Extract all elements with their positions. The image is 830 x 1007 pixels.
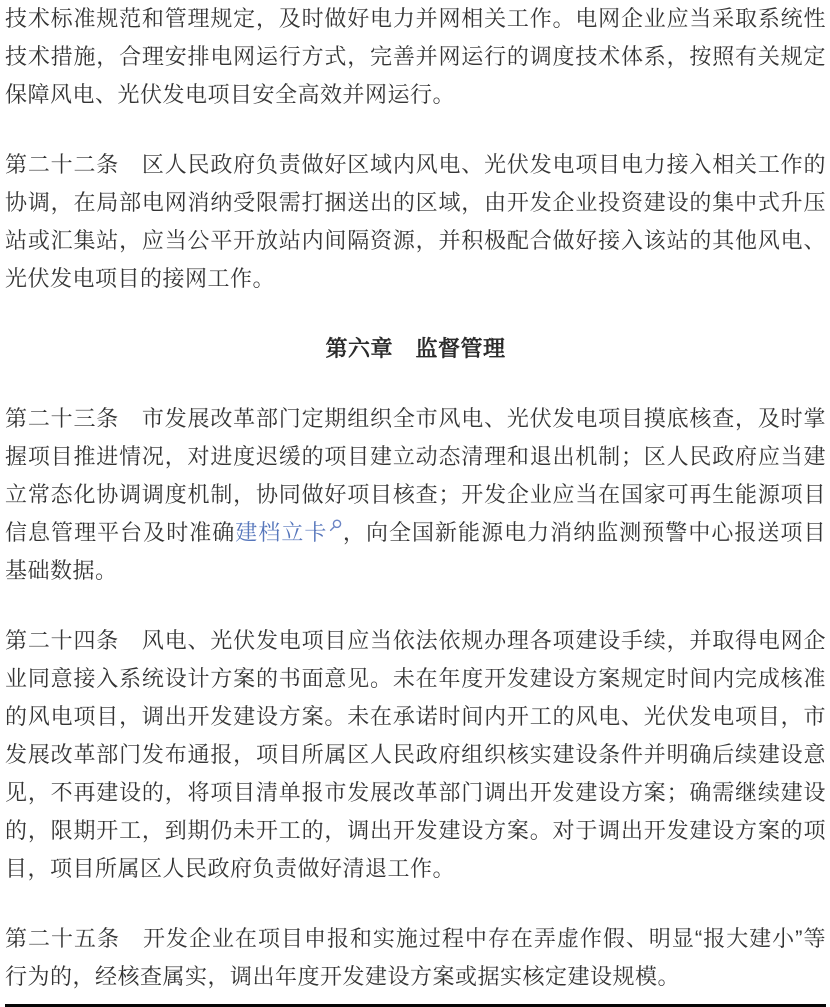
article-23-text-after-link: ，向全国新能源电力消纳监测预警中心报送项目基础数据。 bbox=[5, 520, 826, 583]
term-link-label: 建档立卡 bbox=[235, 520, 328, 545]
paragraph-article-23 bbox=[5, 400, 826, 590]
chapter-heading-supervision: 第六章 监督管理 bbox=[325, 336, 506, 361]
paragraph-article-22: 第二十二条 区人民政府负责做好区域内风电、光伏发电项目电力接入相关工作的协调，在局部电网消纳受限需打捆送出的区域，由开发企业投资建设的集中式升压站或汇集站，应当公平开放站内间隔资源，并积极配合做好接入该站的其他风电、光伏发电项目的接网工作。 bbox=[5, 152, 826, 291]
paragraph-article-25: 第二十五条 开发企业在项目申报和实施过程中存在弄虚作假、明显“报大建小”等行为的，经核查属实，调出年度开发建设方案或据实核定建设规模。 bbox=[5, 926, 826, 989]
article-23-text-before-link: 第二十三条 市发展改革部门定期组织全市风电、光伏发电项目摸底核查，及时掌握项目推进情况，对进度迟缓的项目建立动态清理和退出机制；区人民政府应当建立常态化协调调度机制，协同做好项目核查；开发企业应当在国家可再生能源项目信息管理平台及时准确 bbox=[5, 406, 826, 545]
search-icon bbox=[329, 519, 342, 532]
term-link-jiandanglika[interactable] bbox=[235, 520, 342, 545]
paragraph-article-24: 第二十四条 风电、光伏发电项目应当依法依规办理各项建设手续，并取得电网企业同意接入系统设计方案的书面意见。未在年度开发建设方案规定时间内完成核准的风电项目，调出开发建设方案。未在承诺时间内开工的风电、光伏发电项目，市发展改革部门发布通报，项目所属区人民政府组织核实建设条件并明确后续建设意见，不再建设的，将项目清单报市发展改革部门调出开发建设方案；确需继续建设的，限期开工，到期仍未开工的，调出开发建设方案。对于调出开发建设方案的项目，项目所属区人民政府负责做好清退工作。 bbox=[5, 628, 826, 881]
paragraph-grid-connection: 技术标准规范和管理规定，及时做好电力并网相关工作。电网企业应当采取系统性技术措施，合理安排电网运行方式，完善并网运行的调度技术体系，按照有关规定保障风电、光伏发电项目安全高效并网运行。 bbox=[5, 6, 826, 107]
